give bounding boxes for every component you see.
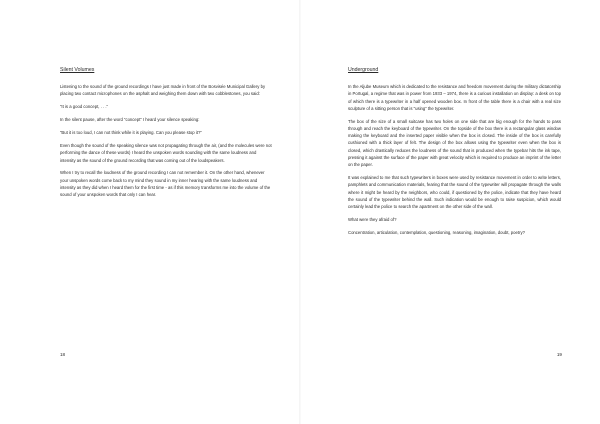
left-page-content: [60, 67, 273, 204]
left-paragraph-2: “It is a good concept, . . .”: [60, 104, 108, 110]
right-paragraph-2: The box of the size of a small suitcase has two holes on one side that are big enough for the hands to pass through and reach the keyboard of the typewriter. On the topside of the box there is a rectangular glass window making the keyboard and the inserted paper visible when the box is closed. The inside of the box is carefully cushioned with a thick layer of felt. The design of the box allows using the typewriter even when the box is closed, which drastically reduces the loudness of the sound that is produced when the typebar hits the ink tape, pressing it against the surface of the paper with great velocity which is required to produce an imprint of the letter on the paper.: [348, 118, 561, 168]
left-paragraph-1: Listening to the sound of the ground recordings I have just made in front of the Bosvisée Municipal Gallery by placing two contact microphones on the asphalt and weighing them down with two cobblestones, you said:: [60, 84, 266, 97]
right-page-content: [348, 67, 561, 242]
right-page: [300, 0, 600, 424]
right-paragraph-1: In the Aljube Museum which is dedicated to the resistance and freedom movement during the military dictatorship in Portugal, a regime that was in power from 1933 – 1974, there is a curious installation on display: a desk on top of which there is a typewriter in a half opened wooden box. In front of the table there is a chair with a real size sculpture of a sitting person that is “using” the typewriter.: [348, 84, 561, 111]
right-paragraph-4: What were they afraid of?: [348, 217, 397, 223]
right-page-heading: Underground: [348, 67, 379, 73]
left-paragraph-6: When I try to recall the loudness of the ground recording I can not remember it. On the other hand, whenever your unspoken words come back to my mind they sound in my inner hearing with the same loudness and intensity as they did when I heard them for the first time - as if this memory transforms me into the volume of the sound of your unspoken words that only I can hear.: [60, 170, 271, 198]
right-paragraph-5: Concentration, articulation, contemplation, questioning, reasoning, imagination, doubt, poetry?: [348, 230, 525, 235]
right-page-number: 19: [556, 352, 562, 357]
left-page-number: 18: [60, 352, 66, 357]
left-page-heading: Silent Volumes: [60, 67, 95, 73]
left-paragraph-4: “But it is too loud, I can not think while it is playing. Can you please stop it?”: [60, 130, 202, 136]
left-paragraph-5: Even though the sound of the speaking silence was not propagating through the air, (and the molecules were not performing the dance of these words) I heard the unspoken words sounding with the same loudness and intensity as the sound of the ground recording that was coming out of the loudspeakers.: [60, 143, 272, 163]
right-paragraph-3: It was explained to me that such typewriters in boxes were used by resistance movement in order to write letters, pamphlets and communication materials, fearing that the sound of the typewriter will propagate through the walls where it might be heard by the neighbors, who could, if questioned by the police, indicate that they have heard the sound of the typewriter behind the wall. Such indication would be enough to raise suspicion, which would certainly lead the police to search the apartment on the other side of the wall.: [348, 175, 561, 210]
left-paragraph-3: In the silent pause, after the word “concept” I heard your silence speaking:: [60, 117, 200, 123]
